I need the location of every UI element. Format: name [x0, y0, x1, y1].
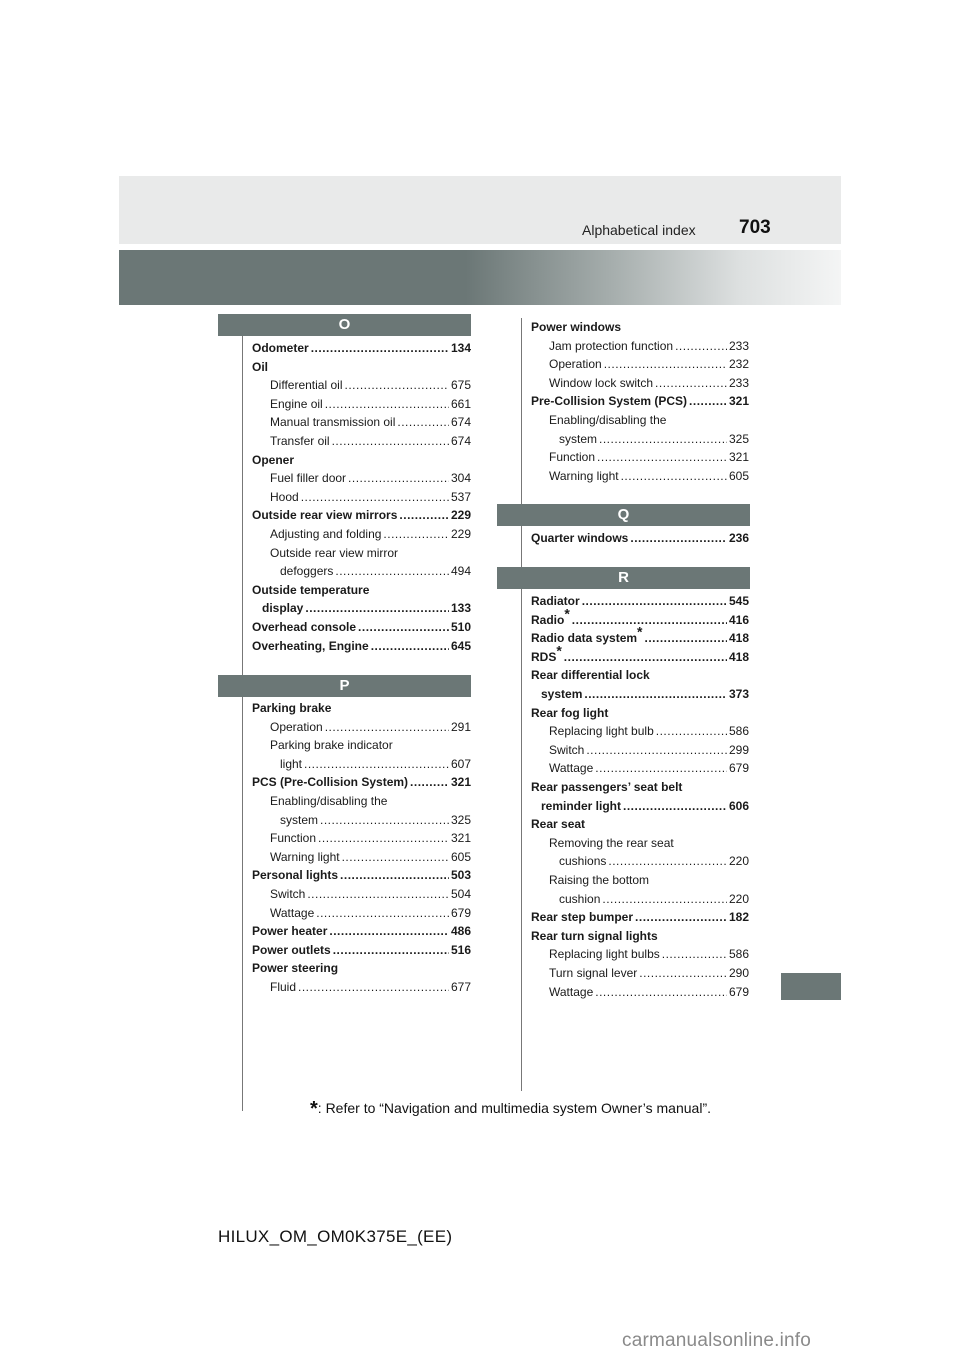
dot-leader: [595, 761, 727, 775]
dot-leader: [301, 490, 449, 504]
index-entry-label: Warning light: [270, 849, 340, 864]
dot-leader: [584, 687, 727, 701]
index-entry-page: 373: [728, 687, 749, 701]
dot-leader: [586, 743, 727, 757]
index-entry-page: 321: [728, 394, 749, 409]
index-entry-page: 299: [728, 742, 749, 757]
footnote-marker: *: [556, 642, 562, 659]
index-entry-page: 510: [450, 620, 471, 634]
index-entry: [262, 601, 471, 615]
index-entry-page: 661: [450, 396, 471, 411]
index-entry-page: 220: [728, 891, 749, 906]
index-entry-label: Enabling/disabling the: [270, 794, 388, 808]
index-entry-page: 605: [450, 849, 471, 864]
index-entry-label: display: [262, 601, 304, 616]
index-entry-page: 232: [728, 357, 749, 372]
index-entry: [270, 527, 471, 541]
index-entry: [280, 564, 471, 578]
dot-leader: [662, 947, 727, 961]
index-entry-page: 503: [450, 868, 471, 883]
index-entry-page: 607: [450, 756, 471, 771]
index-entry-page: 677: [450, 980, 471, 994]
footnote-marker: *: [564, 605, 570, 621]
chapter-tab: [781, 973, 841, 1000]
index-entry-label: Rear differential lock: [531, 668, 650, 683]
index-entry-page: 679: [450, 905, 471, 920]
index-entry-label: Power steering: [252, 961, 339, 976]
dot-leader: [307, 887, 449, 901]
index-entry: [541, 687, 749, 701]
index-entry-page: 674: [450, 434, 471, 448]
index-entry: [280, 813, 471, 827]
index-entry-label: Rear seat: [531, 817, 586, 832]
index-entry: [252, 508, 471, 522]
dot-leader: [342, 850, 449, 864]
dot-leader: [344, 378, 448, 392]
index-entry-label: Outside rear view mirror: [270, 545, 399, 560]
index-entry-label: Switch: [270, 887, 306, 901]
index-entry: [270, 738, 471, 752]
index-entry: [531, 623, 749, 646]
index-entry: [531, 817, 749, 831]
dot-leader: [410, 775, 449, 789]
dot-leader: [595, 985, 727, 999]
index-entry-label: Warning light: [549, 468, 619, 483]
index-entry-page: 586: [728, 947, 749, 962]
index-entry: [252, 868, 471, 882]
index-entry-page: 674: [450, 415, 471, 430]
index-entry: [270, 490, 471, 504]
index-entry: [270, 471, 471, 485]
index-entry-page: 418: [728, 649, 749, 664]
decorative-banner: [119, 250, 841, 305]
index-entry-label: Odometer: [252, 341, 309, 355]
footnote-marker: *: [637, 623, 643, 640]
index-entry: [531, 642, 749, 664]
index-entry-page: 182: [728, 910, 749, 925]
index-entry: [531, 706, 749, 720]
index-entry-page: 494: [450, 564, 471, 579]
index-entry-label: Removing the rear seat: [549, 835, 674, 850]
index-entry-page: 220: [728, 854, 749, 869]
index-entry-label: PCS (Pre-Collision System): [252, 775, 409, 790]
dot-leader: [572, 613, 727, 627]
index-entry-label: defoggers: [280, 564, 334, 579]
index-entry-label: Fluid: [270, 980, 297, 994]
index-entry-page: 233: [728, 375, 749, 390]
dot-leader: [329, 924, 449, 938]
index-entry: [252, 360, 471, 374]
index-entry-label: cushions: [559, 854, 607, 869]
section-header-r: R: [497, 567, 750, 589]
dot-leader: [371, 639, 449, 653]
index-entry-label: Fuel filler door: [270, 471, 347, 486]
index-entry: [549, 469, 749, 483]
dot-leader: [621, 469, 727, 483]
index-entry-label: system: [559, 431, 598, 446]
index-entry-page: 545: [728, 594, 749, 608]
index-entry: [252, 775, 471, 789]
index-entry: [549, 743, 749, 757]
index-entry-page: 321: [728, 450, 749, 465]
index-entry: [252, 453, 471, 467]
dot-leader: [311, 341, 449, 355]
footnote: [310, 1098, 711, 1121]
dot-leader: [630, 531, 727, 545]
index-entry: [270, 415, 471, 429]
index-entry-page: 679: [728, 984, 749, 999]
index-entry-page: 325: [728, 431, 749, 446]
document-code: HILUX_OM_OM0K375E_(EE): [218, 1227, 453, 1246]
index-entry-page: 416: [728, 612, 749, 627]
index-entry: [252, 620, 471, 634]
dot-leader: [582, 594, 727, 608]
index-entry-label: Transfer oil: [270, 434, 330, 448]
header-bar: [119, 176, 841, 244]
dot-leader: [602, 892, 727, 906]
index-entry-label: Oil: [252, 359, 269, 374]
dot-leader: [335, 564, 449, 578]
index-entry: [549, 357, 749, 371]
index-entry-label: Adjusting and folding: [270, 527, 382, 541]
index-entry-label: Engine oil: [270, 396, 323, 411]
index-entry-label: Function: [549, 450, 596, 465]
index-entry: [549, 966, 749, 980]
footnote-text: : Refer to “Navigation and multimedia system Owner’s manual”.: [317, 1100, 711, 1116]
index-entry-label: Outside temperature: [252, 582, 370, 597]
index-entry: [270, 397, 471, 411]
dot-leader: [599, 432, 727, 446]
index-entry-page: 291: [450, 719, 471, 734]
dot-leader: [304, 757, 449, 771]
index-entry: [252, 341, 471, 355]
dot-leader: [689, 394, 727, 408]
dot-leader: [675, 339, 727, 353]
index-entry-page: 516: [450, 942, 471, 957]
index-entry: [252, 701, 471, 715]
index-entry: [270, 794, 471, 808]
index-entry-label: Operation: [270, 719, 323, 734]
index-entry-page: 675: [450, 378, 471, 393]
index-entry-label: Power heater: [252, 924, 328, 939]
page-number: 703: [739, 217, 771, 238]
index-entry-page: 606: [728, 798, 749, 813]
index-entry-page: 290: [728, 966, 749, 980]
index-entry-label: Quarter windows: [531, 531, 629, 545]
index-entry-label: Enabling/disabling the: [549, 413, 667, 427]
index-entry: [531, 668, 749, 682]
index-entry: [270, 906, 471, 920]
dot-leader: [320, 813, 449, 827]
index-entry-label: Rear fog light: [531, 705, 609, 720]
index-entry-label: Rear turn signal lights: [531, 928, 658, 943]
index-entry: [549, 724, 749, 738]
index-entry-label: Pre-Collision System (PCS): [531, 394, 688, 409]
index-entry: [549, 339, 749, 353]
index-entry-page: 321: [450, 831, 471, 846]
index-entry: [549, 450, 749, 464]
index-entry-page: 134: [450, 341, 471, 355]
index-entry: [559, 432, 749, 446]
index-entry-page: 586: [728, 724, 749, 739]
dot-leader: [298, 980, 449, 994]
index-entry-page: 229: [450, 527, 471, 541]
index-entry-label: Raising the bottom: [549, 873, 650, 887]
index-entry-label: Replacing light bulbs: [549, 947, 660, 962]
index-entry: [270, 546, 471, 560]
dot-leader: [639, 966, 727, 980]
footnote-star: *: [310, 1098, 318, 1120]
index-entry: [270, 720, 471, 734]
dot-leader: [397, 415, 449, 429]
dot-leader: [332, 434, 449, 448]
index-entry-label: Radiator: [531, 594, 580, 608]
index-entry: [270, 887, 471, 901]
index-entry: [559, 854, 749, 868]
index-entry-page: 605: [728, 468, 749, 483]
index-entry: [549, 985, 749, 999]
dot-leader: [348, 471, 449, 485]
section-header-q: Q: [497, 504, 750, 526]
index-entry: [549, 376, 749, 390]
index-entry-page: 304: [450, 471, 471, 486]
index-entry-label: light: [280, 756, 303, 771]
index-entry-page: 504: [450, 887, 471, 901]
index-entry: [549, 873, 749, 887]
dot-leader: [597, 450, 727, 464]
index-entry-label: Power windows: [531, 320, 622, 334]
index-entry-label: Hood: [270, 489, 299, 504]
index-entry: [531, 394, 749, 408]
index-entry: [531, 780, 749, 794]
index-entry-label: system: [280, 812, 319, 827]
index-entry-label: Function: [270, 831, 317, 846]
index-entry: [270, 378, 471, 392]
index-entry: [549, 761, 749, 775]
section-header-p: P: [218, 675, 471, 697]
index-entry: [559, 892, 749, 906]
dot-leader: [564, 650, 727, 664]
index-entry: [252, 961, 471, 975]
index-entry-label: Parking brake indicator: [270, 738, 393, 753]
index-entry-label: Overhead console: [252, 620, 357, 634]
index-entry: [270, 980, 471, 994]
index-entry-label: Opener: [252, 452, 295, 467]
index-entry: [549, 947, 749, 961]
index-entry-label: Rear passengers’ seat belt: [531, 780, 683, 794]
dot-leader: [655, 376, 727, 390]
index-entry-label: Switch: [549, 742, 585, 757]
index-entry-label: Operation: [549, 357, 602, 372]
index-entry: [549, 413, 749, 427]
left-column-rule: [242, 336, 243, 1111]
dot-leader: [318, 831, 449, 845]
index-entry: [549, 836, 749, 850]
index-entry-label: Parking brake: [252, 701, 332, 715]
index-entry-page: 321: [450, 775, 471, 790]
dot-leader: [635, 910, 727, 924]
dot-leader: [608, 854, 727, 868]
index-entry-page: 325: [450, 812, 471, 827]
dot-leader: [340, 868, 449, 882]
dot-leader: [383, 527, 449, 541]
dot-leader: [325, 397, 449, 411]
dot-leader: [358, 620, 449, 634]
index-entry-page: 229: [450, 508, 471, 523]
index-entry: [531, 929, 749, 943]
dot-leader: [623, 799, 727, 813]
right-column-rule: [521, 318, 522, 1091]
index-entry: [252, 639, 471, 653]
watermark: carmanualsonline.info: [622, 1330, 812, 1351]
index-entry-label: Rear step bumper: [531, 910, 634, 925]
index-entry-page: 537: [450, 489, 471, 504]
index-entry: [531, 531, 749, 545]
section-header-o: O: [218, 314, 471, 336]
index-entry-label: Radio*: [531, 605, 570, 627]
dot-leader: [333, 943, 449, 957]
index-entry: [252, 583, 471, 597]
index-entry-label: Jam protection function: [549, 338, 674, 353]
index-entry-label: Overheating, Engine: [252, 638, 369, 653]
index-entry-label: Power outlets: [252, 942, 331, 957]
dot-leader: [604, 357, 727, 371]
index-entry-label: reminder light: [541, 798, 622, 813]
index-entry-label: Window lock switch: [549, 375, 654, 390]
dot-leader: [656, 724, 727, 738]
dot-leader: [325, 720, 449, 734]
index-entry-label: Turn signal lever: [549, 966, 638, 980]
index-entry: [541, 799, 749, 813]
index-entry: [531, 910, 749, 924]
index-entry-page: 233: [728, 338, 749, 353]
index-entry-label: Personal lights: [252, 868, 339, 883]
dot-leader: [305, 601, 449, 615]
index-entry: [531, 320, 749, 334]
index-entry: [270, 434, 471, 448]
index-entry-page: 236: [728, 531, 749, 545]
index-entry-label: Wattage: [549, 984, 594, 999]
index-entry-page: 418: [728, 631, 749, 646]
index-entry: [252, 943, 471, 957]
index-entry-page: 486: [450, 924, 471, 939]
index-entry: [270, 831, 471, 845]
index-entry-page: 679: [728, 761, 749, 776]
index-entry-page: 645: [450, 638, 471, 653]
dot-leader: [645, 631, 727, 645]
index-entry-label: Radio data system*: [531, 623, 643, 646]
index-entry-label: Manual transmission oil: [270, 415, 396, 430]
index-entry-label: system: [541, 687, 583, 701]
index-entry-page: 133: [450, 601, 471, 616]
index-entry-label: Outside rear view mirrors: [252, 508, 398, 523]
dot-leader: [316, 906, 449, 920]
index-entry-label: Wattage: [549, 761, 594, 776]
index-entry: [252, 924, 471, 938]
page-title: Alphabetical index: [582, 222, 696, 238]
dot-leader: [399, 508, 449, 522]
index-entry-label: Differential oil: [270, 378, 343, 393]
index-entry: [270, 850, 471, 864]
index-entry-label: RDS*: [531, 642, 562, 664]
index-entry-label: cushion: [559, 891, 601, 906]
index-entry-label: Replacing light bulb: [549, 724, 654, 739]
index-entry-label: Wattage: [270, 905, 315, 920]
index-entry: [280, 757, 471, 771]
